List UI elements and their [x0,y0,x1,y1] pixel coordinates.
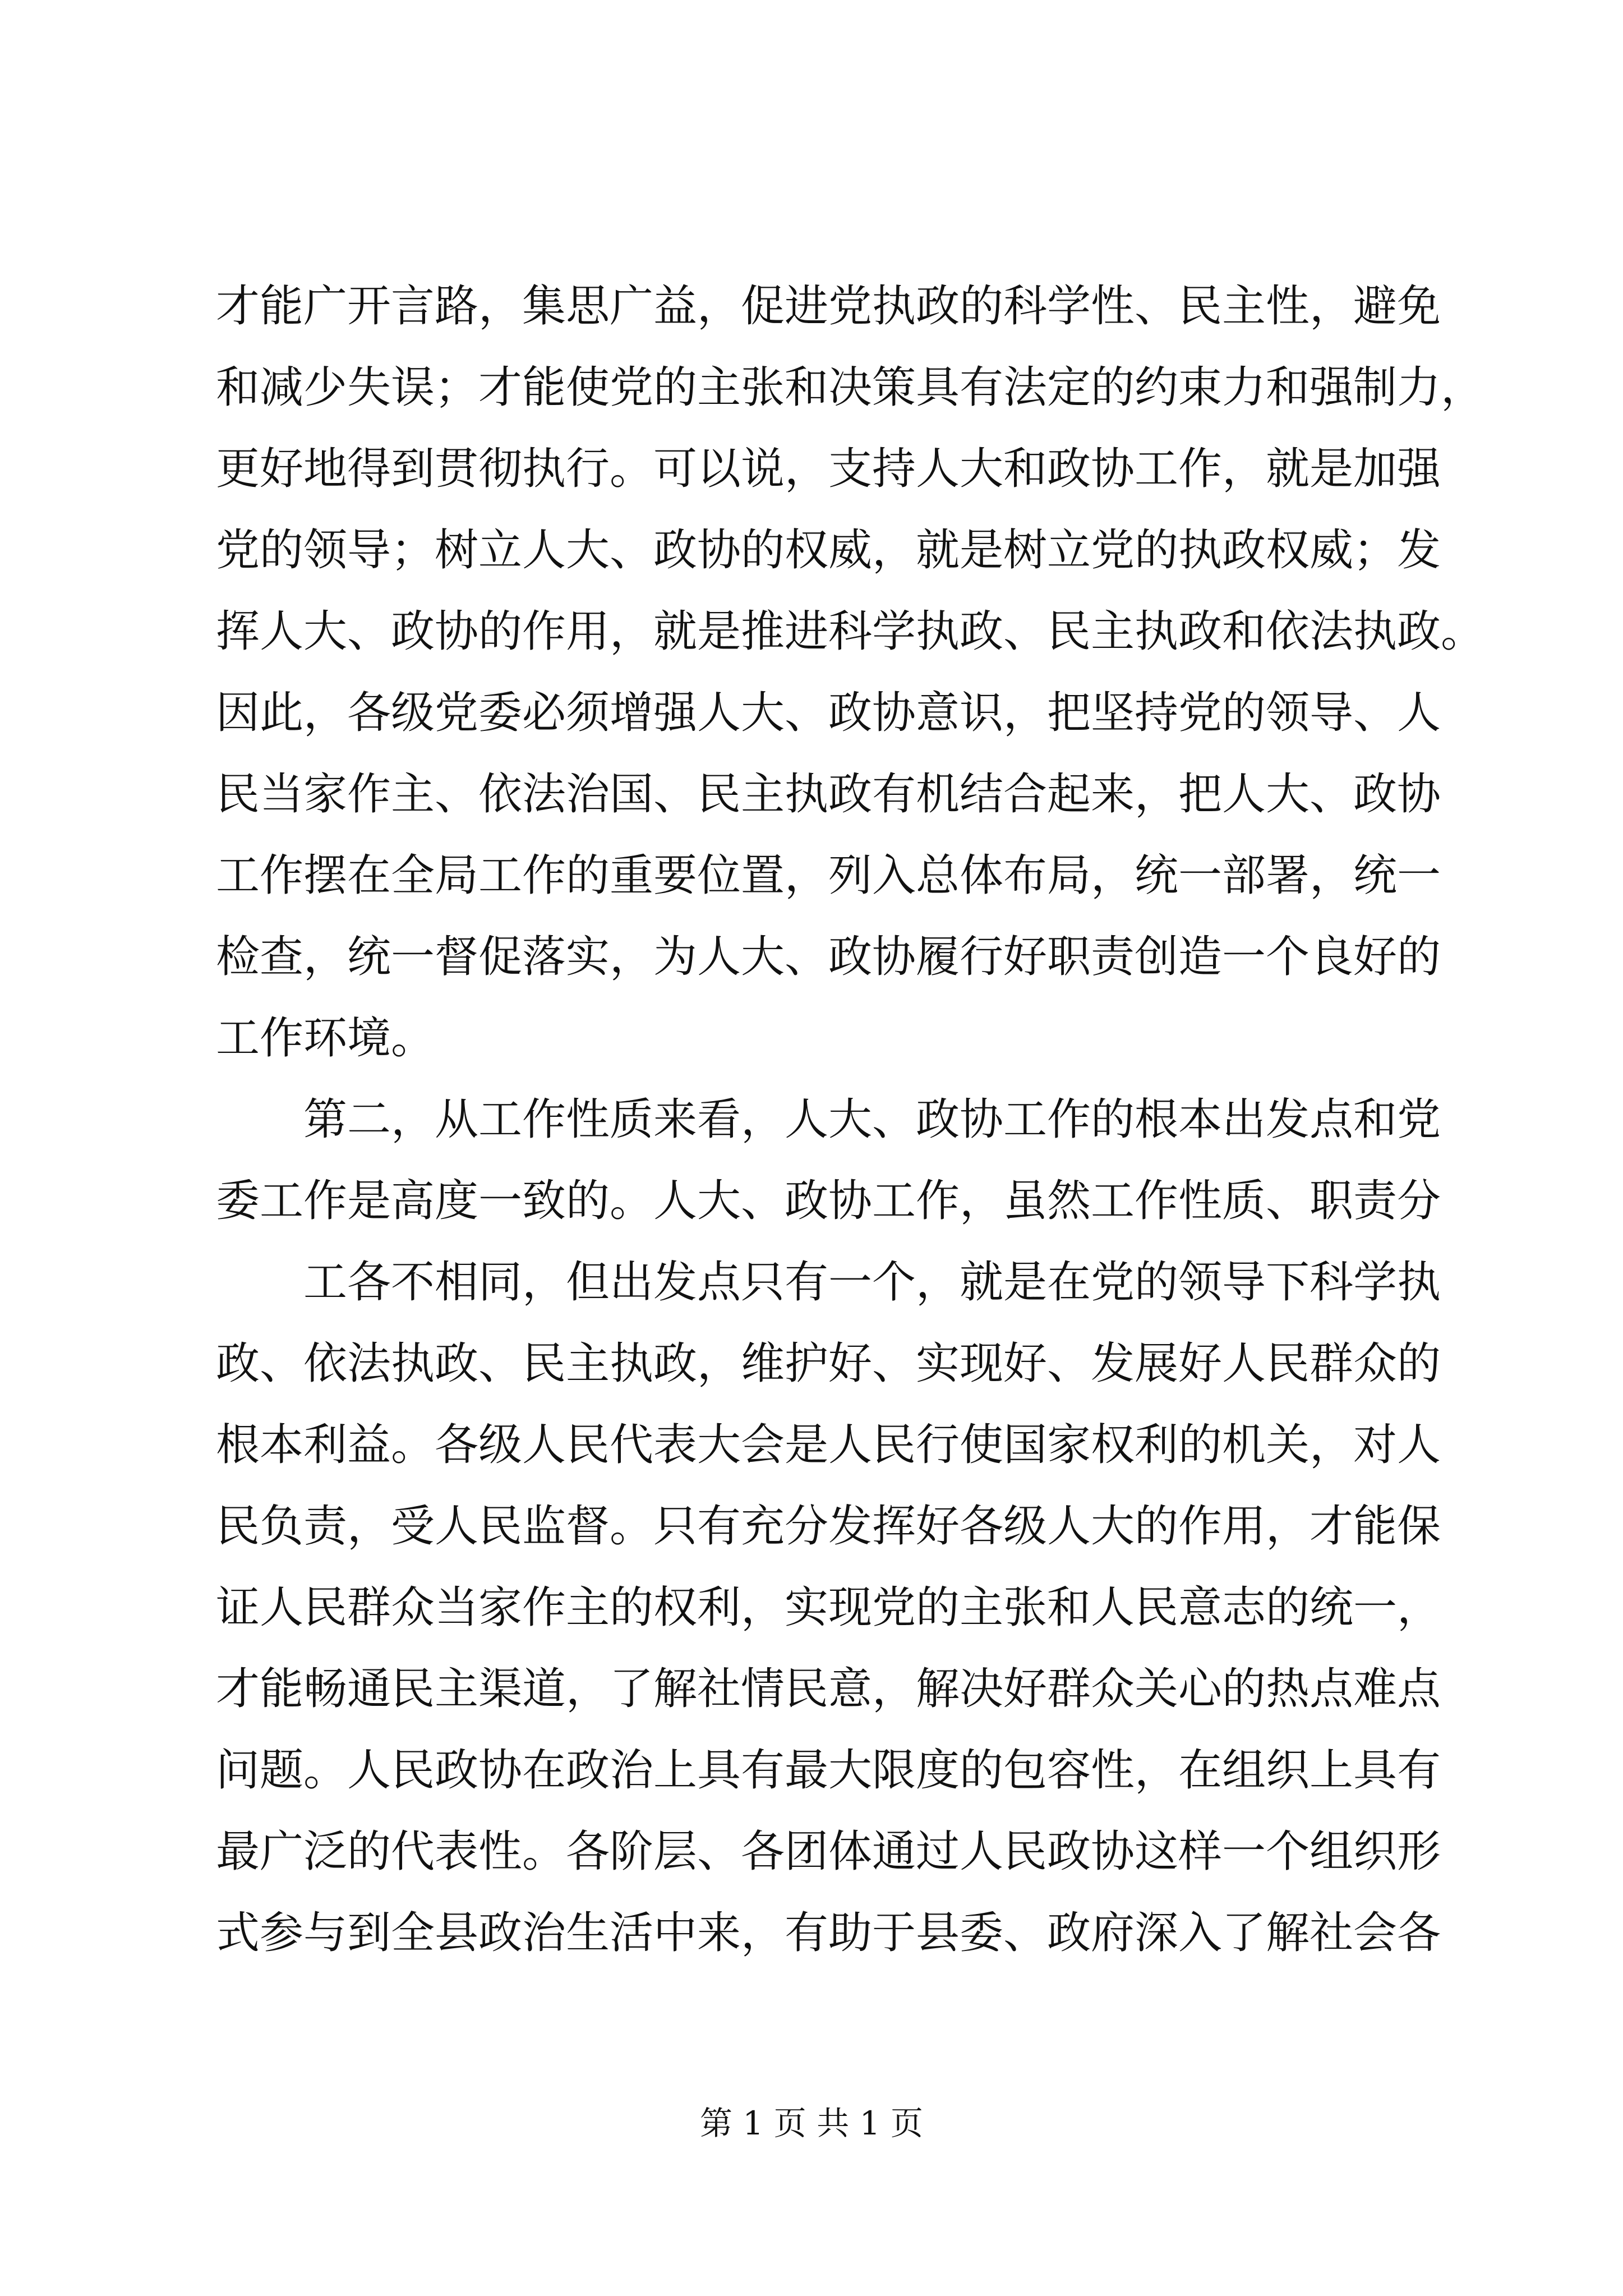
text-line: 党的领导；树立人大、政协的权威，就是树立党的执政权威；发 [216,525,1441,576]
text-line: 工各不相同，但出发点只有一个，就是在党的领导下科学执 [303,1257,1441,1308]
text-line: 因此，各级党委必须增强人大、政协意识，把坚持党的领导、人 [216,688,1441,738]
text-line: 才能广开言路，集思广益，促进党执政的科学性、民主性，避免 [216,281,1441,332]
page-number-label: 第 1 页 共 1 页 [700,2104,923,2142]
text-line: 民当家作主、依法治国、民主执政有机结合起来，把人大、政协 [216,769,1441,820]
text-line: 工作摆在全局工作的重要位置，列入总体布局，统一部署，统一 [216,850,1441,901]
text-line: 最广泛的代表性。各阶层、各团体通过人民政协这样一个组织形 [216,1826,1441,1877]
text-line: 更好地得到贯彻执行。可以说，支持人大和政协工作，就是加强 [216,444,1441,494]
text-line: 根本利益。各级人民代表大会是人民行使国家权利的机关，对人 [216,1420,1441,1470]
text-line: 式参与到全县政治生活中来，有助于县委、政府深入了解社会各 [216,1908,1441,1958]
text-line: 政、依法执政、民主执政，维护好、实现好、发展好人民群众的 [216,1338,1441,1389]
text-line: 工作环境。 [216,1013,435,1064]
text-line: 问题。人民政协在政治上具有最大限度的包容性，在组织上具有 [216,1745,1441,1796]
text-line: 第二，从工作性质来看，人大、政协工作的根本出发点和党 [303,1094,1441,1145]
text-line: 民负责，受人民监督。只有充分发挥好各级人大的作用，才能保 [216,1501,1441,1552]
text-line: 委工作是高度一致的。人大、政协工作，虽然工作性质、职责分 [216,1176,1441,1226]
text-line: 证人民群众当家作主的权利，实现党的主张和人民意志的统一， [216,1582,1441,1633]
text-line: 检查，统一督促落实，为人大、政协履行好职责创造一个良好的 [216,932,1441,982]
text-line: 才能畅通民主渠道，了解社情民意，解决好群众关心的热点难点 [216,1664,1441,1714]
page-footer [0,2101,1623,2146]
text-line: 挥人大、政协的作用，就是推进科学执政、民主执政和依法执政。 [216,606,1485,657]
document-body [216,266,1485,1974]
text-line: 和减少失误；才能使党的主张和决策具有法定的约束力和强制力， [216,362,1485,413]
